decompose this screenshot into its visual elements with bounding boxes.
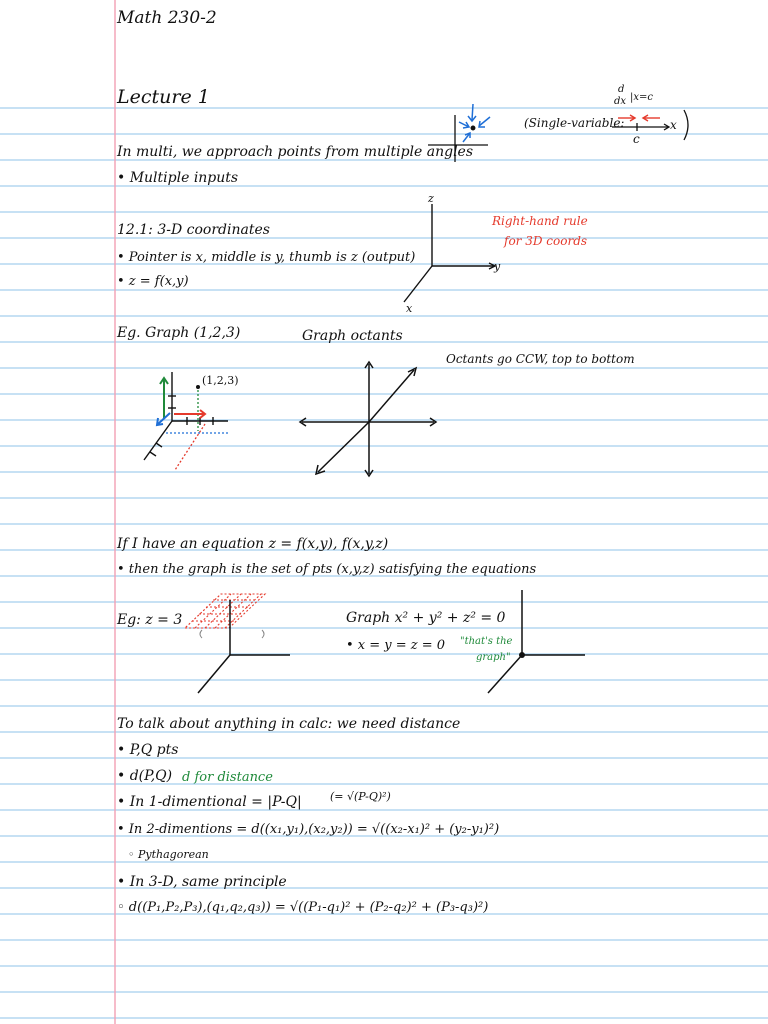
distance-2d: • In 2-dimentions = d((x₁,y₁),(x₂,y₂)) = √((x₂-x₁)² + (y₂-y₁)²) <box>117 822 500 837</box>
origin-point <box>519 652 525 658</box>
right-hand-rule-line1: Right-hand rule <box>492 214 588 228</box>
lecture-title: Lecture 1 <box>117 86 210 108</box>
3d-axes-right-hand <box>404 204 495 302</box>
intro-line: In multi, we approach points from multiple angles <box>117 144 474 160</box>
equation-line: If I have an equation z = f(x,y), f(x,y,z) <box>117 536 389 552</box>
distance-3d: • In 3-D, same principle <box>117 874 287 890</box>
close-paren <box>684 110 688 140</box>
distance-3d-formula: ◦ d((P₁,P₂,P₃),(q₁,q₂,q₃)) = √((P₁-q₁)² + (P₂-q₂)² + (P₃-q₃)²) <box>117 900 489 915</box>
distance-intro: To talk about anything in calc: we need distance <box>117 716 461 732</box>
green-note-line2: graph" <box>476 652 511 663</box>
right-hand-rule-line2: for 3D coords <box>504 234 588 248</box>
section-12-1-bullet1: • Pointer is x, middle is y, thumb is z (output) <box>117 250 416 265</box>
green-arrow <box>160 378 168 418</box>
origin-graph-title: Graph x² + y² + z² = 0 <box>346 610 506 626</box>
single-var-axis-c: c <box>633 132 640 146</box>
red-arrow <box>174 410 205 418</box>
octants-note: Octants go CCW, top to bottom <box>446 352 635 366</box>
dotted-x-guide <box>175 424 205 470</box>
derivative-bottom: dx <box>614 96 627 107</box>
green-note-line1: "that's the <box>460 636 513 647</box>
distance-bullet-pq: • P,Q pts <box>117 742 179 758</box>
equation-bullet: • then the graph is the set of pts (x,y,z) satisfying the equations <box>117 562 537 577</box>
single-var-axis-x: x <box>670 118 677 132</box>
example-z3-title: Eg: z = 3 <box>117 612 183 628</box>
section-12-1-bullet2: • z = f(x,y) <box>117 274 189 289</box>
axis-y-label: y <box>494 260 501 273</box>
distance-note: d for distance <box>182 770 273 785</box>
point-label: (1,2,3) <box>202 374 239 387</box>
single-variable-label: (Single-variable: <box>524 116 625 130</box>
derivative-top: d <box>618 84 625 95</box>
distance-bullet-d: • d(P,Q) <box>117 768 173 784</box>
derivative-eval: |x=c <box>630 92 653 103</box>
octants-axes <box>300 362 436 476</box>
approach-arrows <box>459 104 490 142</box>
distance-pythagorean: ◦ Pythagorean <box>128 848 209 861</box>
plane-edge-marks <box>200 630 264 638</box>
distance-1d: • In 1-dimentional = |P-Q| <box>117 794 302 810</box>
octants-title: Graph octants <box>302 328 403 344</box>
axis-z-label: z <box>428 192 434 205</box>
example-graph-title: Eg. Graph (1,2,3) <box>117 325 241 341</box>
section-12-1-title: 12.1: 3-D coordinates <box>117 222 270 238</box>
intro-bullet: • Multiple inputs <box>117 170 239 186</box>
axis-x-label: x <box>406 302 413 315</box>
distance-1d-sqrt: (= √(P-Q)²) <box>330 790 391 803</box>
course-title: Math 230-2 <box>117 8 217 28</box>
point-1-2-3 <box>196 385 200 389</box>
origin-graph-bullet: • x = y = z = 0 <box>346 638 446 653</box>
plane-z3 <box>185 594 265 628</box>
